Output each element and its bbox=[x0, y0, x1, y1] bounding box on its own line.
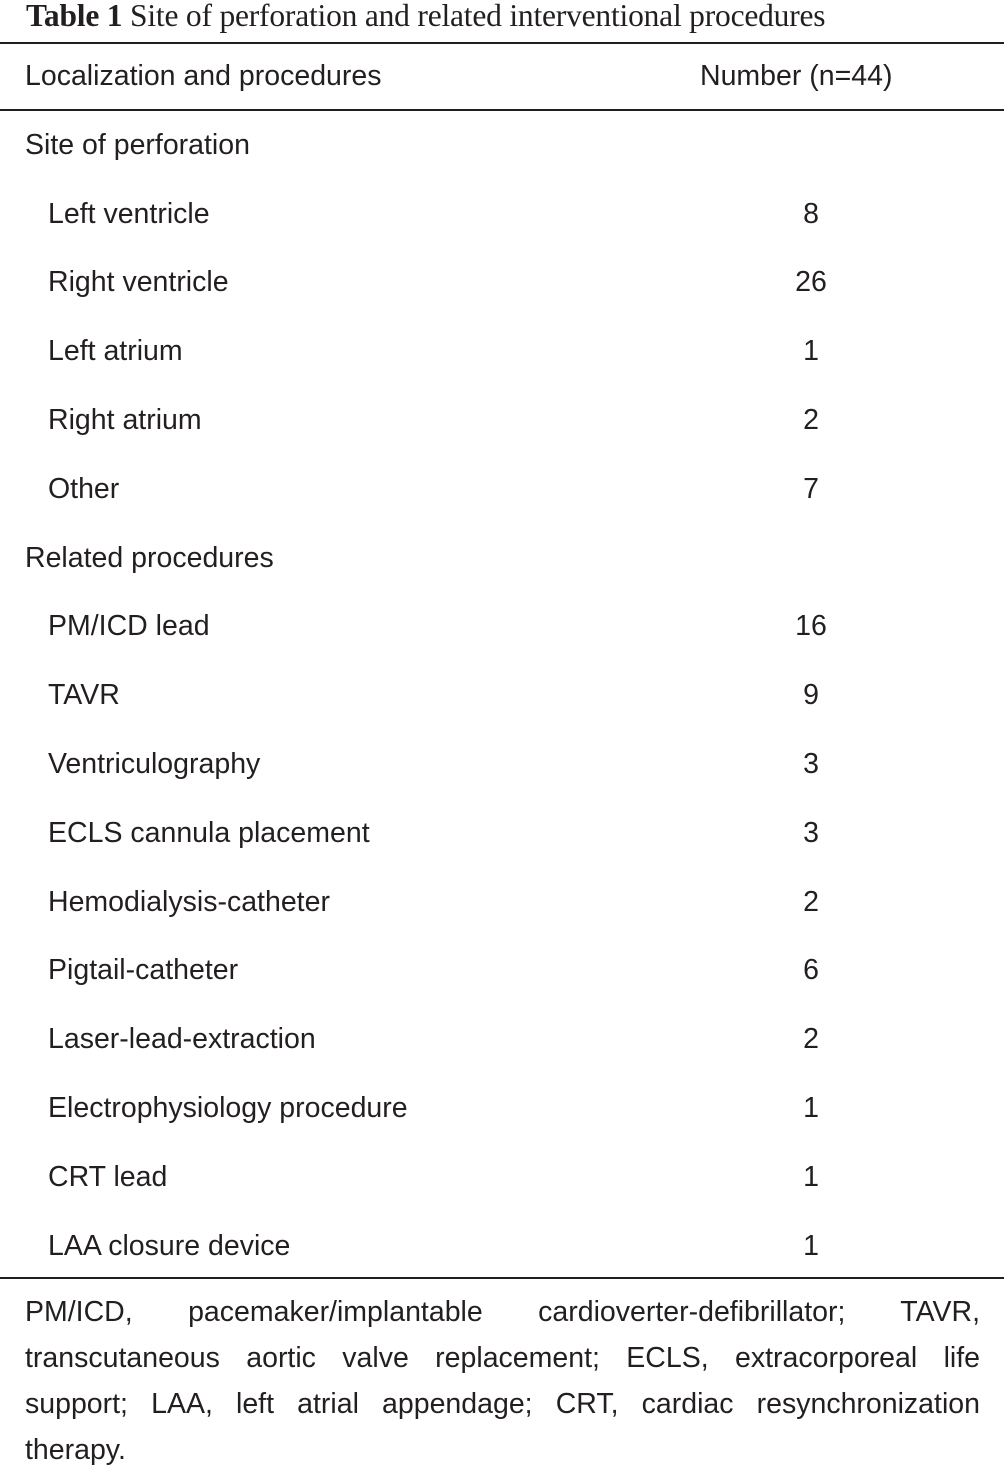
row-label: Right ventricle bbox=[48, 266, 229, 299]
section-heading-site-of-perforation bbox=[0, 111, 1004, 180]
table-title: Site of perforation and related interventional procedures bbox=[130, 0, 826, 33]
row-value bbox=[700, 111, 922, 180]
column-header-number: Number (n=44) bbox=[700, 60, 893, 92]
row-value: 3 bbox=[803, 816, 819, 849]
table-row bbox=[0, 730, 1004, 799]
row-value: 2 bbox=[803, 404, 819, 437]
row-label: Left ventricle bbox=[48, 197, 210, 230]
column-header-localization: Localization and procedures bbox=[25, 60, 382, 92]
row-label: ECLS cannula placement bbox=[48, 816, 370, 849]
row-label: Hemodialysis-catheter bbox=[48, 885, 330, 918]
row-value: 2 bbox=[803, 885, 819, 918]
row-value: 2 bbox=[803, 1023, 819, 1056]
row-value bbox=[700, 524, 922, 593]
row-label: Electrophysiology procedure bbox=[48, 1092, 408, 1125]
row-label: Related procedures bbox=[25, 541, 274, 574]
row-label: TAVR bbox=[48, 679, 120, 712]
table-number: Table 1 bbox=[26, 0, 123, 33]
row-label: Site of perforation bbox=[25, 128, 250, 161]
row-value: 26 bbox=[795, 266, 827, 299]
row-label: LAA closure device bbox=[48, 1229, 291, 1262]
row-label: CRT lead bbox=[48, 1160, 168, 1193]
table-row bbox=[0, 455, 1004, 524]
table-row bbox=[0, 1005, 1004, 1074]
table-row bbox=[0, 180, 1004, 249]
row-value: 7 bbox=[803, 472, 819, 505]
table-row bbox=[0, 386, 1004, 455]
bottom-rule bbox=[0, 1277, 1004, 1279]
section-heading-related-procedures bbox=[0, 524, 1004, 593]
row-value: 1 bbox=[803, 335, 819, 368]
table-row bbox=[0, 1212, 1004, 1281]
table-header-row bbox=[0, 44, 1004, 109]
row-value: 16 bbox=[795, 610, 827, 643]
table-row bbox=[0, 1143, 1004, 1212]
row-label: Left atrium bbox=[48, 335, 183, 368]
table-row bbox=[0, 799, 1004, 868]
table-row bbox=[0, 868, 1004, 937]
row-label: Ventriculography bbox=[48, 748, 261, 781]
table-row bbox=[0, 249, 1004, 318]
row-label: Right atrium bbox=[48, 404, 202, 437]
row-value: 1 bbox=[803, 1160, 819, 1193]
table-footnote: PM/ICD, pacemaker/implantable cardioverter-defibrillator; TAVR, transcutaneous aortic valve replacement; ECLS, extracorporeal life support; LAA, left atrial appendage; CRT, cardiac resynchronization therapy. bbox=[25, 1296, 980, 1466]
table-row bbox=[0, 937, 1004, 1006]
table-row bbox=[0, 317, 1004, 386]
row-value: 9 bbox=[803, 679, 819, 712]
row-label: Other bbox=[48, 472, 120, 505]
row-label: Laser-lead-extraction bbox=[48, 1023, 316, 1056]
table-row bbox=[0, 593, 1004, 662]
row-value: 8 bbox=[803, 197, 819, 230]
row-value: 1 bbox=[803, 1229, 819, 1262]
row-label: Pigtail-catheter bbox=[48, 954, 239, 987]
row-label: PM/ICD lead bbox=[48, 610, 210, 643]
table-caption bbox=[26, 0, 996, 34]
table-row bbox=[0, 1074, 1004, 1143]
row-value: 1 bbox=[803, 1092, 819, 1125]
table-row bbox=[0, 661, 1004, 730]
row-value: 3 bbox=[803, 748, 819, 781]
row-value: 6 bbox=[803, 954, 819, 987]
